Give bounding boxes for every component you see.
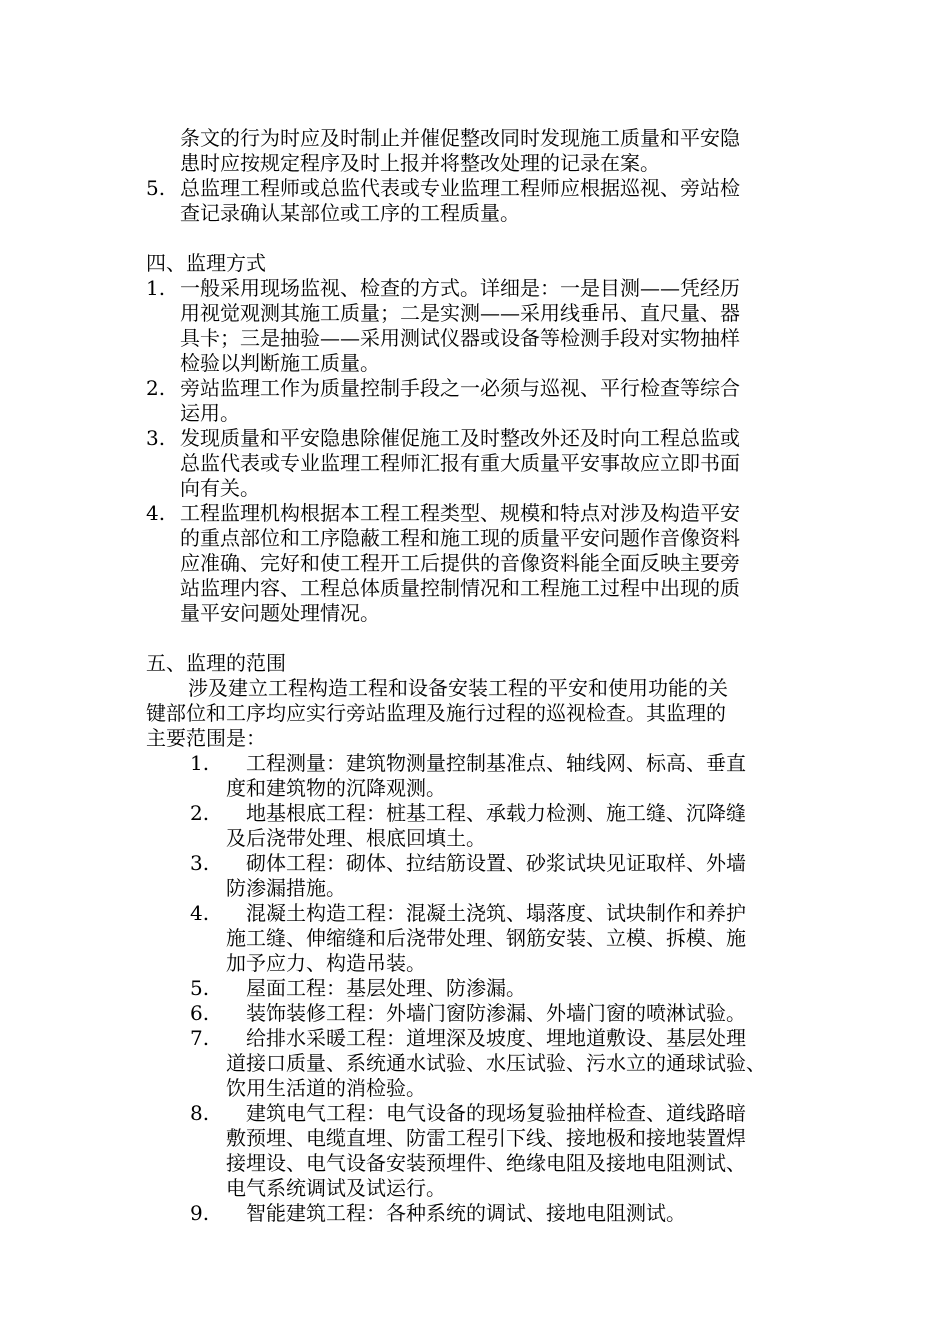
list-item-line: 防渗漏措施。 <box>226 876 346 900</box>
list-number: 2. <box>190 801 210 825</box>
list-item-line: 建筑电气工程：电气设备的现场复验抽样检查、道线路暗 <box>246 1101 746 1125</box>
list-item-line: 量平安问题处理情况。 <box>180 601 380 625</box>
list-item-line: 砌体工程：砌体、拉结筋设置、砂浆试块见证取样、外墙 <box>246 851 746 875</box>
list-number: 5. <box>190 976 210 1000</box>
list-item-line: 检验以判断施工质量。 <box>180 351 380 375</box>
list-number: 4. <box>146 501 166 525</box>
section-heading: 四、监理方式 <box>146 251 266 275</box>
paragraph-line: 涉及建立工程构造工程和设备安装工程的平安和使用功能的关 <box>188 676 728 700</box>
list-number: 9. <box>190 1201 210 1225</box>
list-number: 3. <box>190 851 210 875</box>
list-item-line: 具卡；三是抽验——采用测试仪器或设备等检测手段对实物抽样 <box>180 326 740 350</box>
list-number: 4. <box>190 901 210 925</box>
list-item-line: 的重点部位和工序隐蔽工程和施工现的质量平安问题作音像资料 <box>180 526 740 550</box>
list-item-line: 查记录确认某部位或工序的工程质量。 <box>180 201 520 225</box>
list-item-line: 道接口质量、系统通水试验、水压试验、污水立的通球试验、 <box>226 1051 766 1075</box>
list-item-line: 用视觉观测其施工质量；二是实测——采用线垂吊、直尺量、器 <box>180 301 740 325</box>
list-item-line: 站监理内容、工程总体质量控制情况和工程施工过程中出现的质 <box>180 576 740 600</box>
list-item-line: 屋面工程：基层处理、防渗漏。 <box>246 976 526 1000</box>
list-item-line: 施工缝、伸缩缝和后浇带处理、钢筋安装、立模、拆模、施 <box>226 926 746 950</box>
list-item-line: 总监代表或专业监理工程师汇报有重大质量平安事故应立即书面 <box>180 451 740 475</box>
list-number: 1. <box>190 751 210 775</box>
list-number: 8. <box>190 1101 210 1125</box>
list-item-line: 地基根底工程：桩基工程、承载力检测、施工缝、沉降缝 <box>246 801 746 825</box>
list-number: 7. <box>190 1026 210 1050</box>
list-item-line: 电气系统调试及试运行。 <box>226 1176 446 1200</box>
list-item-line: 工程测量：建筑物测量控制基准点、轴线网、标高、垂直 <box>246 751 746 775</box>
list-item-line: 敷预埋、电缆直埋、防雷工程引下线、接地极和接地装置焊 <box>226 1126 746 1150</box>
list-item-line: 混凝土构造工程：混凝土浇筑、塌落度、试块制作和养护 <box>246 901 746 925</box>
list-item-line: 旁站监理工作为质量控制手段之一必须与巡视、平行检查等综合 <box>180 376 740 400</box>
list-number: 5. <box>146 176 166 200</box>
list-item-line: 接埋设、电气设备安装预埋件、绝缘电阻及接地电阻测试、 <box>226 1151 746 1175</box>
section-heading: 五、监理的范围 <box>146 651 286 675</box>
list-number: 2. <box>146 376 166 400</box>
list-item-line: 发现质量和平安隐患除催促施工及时整改外还及时向工程总监或 <box>180 426 740 450</box>
list-item-line: 及后浇带处理、根底回填土。 <box>226 826 486 850</box>
list-number: 1. <box>146 276 166 300</box>
list-number: 3. <box>146 426 166 450</box>
list-item-line: 应准确、完好和使工程开工后提供的音像资料能全面反映主要旁 <box>180 551 740 575</box>
list-item-line: 饮用生活道的消检验。 <box>226 1076 426 1100</box>
list-item-line: 加予应力、构造吊装。 <box>226 951 426 975</box>
list-number: 6. <box>190 1001 210 1025</box>
list-item-line: 向有关。 <box>180 476 260 500</box>
continuation-line: 患时应按规定程序及时上报并将整改处理的记录在案。 <box>180 151 660 175</box>
paragraph-line: 主要范围是： <box>146 726 266 750</box>
list-item-line: 度和建筑物的沉降观测。 <box>226 776 446 800</box>
paragraph-line: 键部位和工序均应实行旁站监理及施行过程的巡视检查。其监理的 <box>146 701 726 725</box>
continuation-line: 条文的行为时应及时制止并催促整改同时发现施工质量和平安隐 <box>180 126 740 150</box>
list-item-line: 智能建筑工程：各种系统的调试、接地电阻测试。 <box>246 1201 686 1225</box>
list-item-line: 装饰装修工程：外墙门窗防渗漏、外墙门窗的喷淋试验。 <box>246 1001 746 1025</box>
list-item-line: 工程监理机构根据本工程工程类型、规模和特点对涉及构造平安 <box>180 501 740 525</box>
list-item-line: 一般采用现场监视、检查的方式。详细是：一是目测——凭经历 <box>180 276 740 300</box>
list-item-line: 给排水采暖工程：道埋深及坡度、埋地道敷设、基层处理 <box>246 1026 746 1050</box>
list-item-line: 总监理工程师或总监代表或专业监理工程师应根据巡视、旁站检 <box>180 176 740 200</box>
list-item-line: 运用。 <box>180 401 240 425</box>
